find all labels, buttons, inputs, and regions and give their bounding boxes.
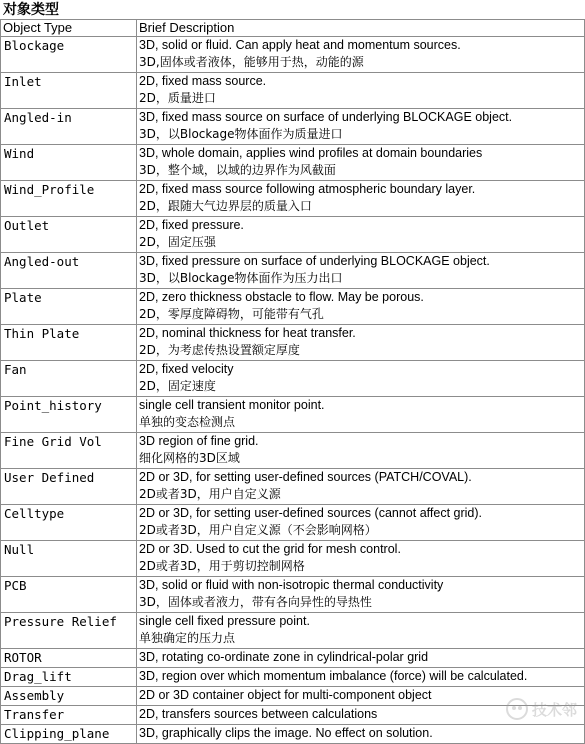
object-type-name: Angled-out bbox=[1, 253, 137, 289]
description-chinese: 3D,固体或者液体，能够用于热，动能的源 bbox=[139, 55, 364, 69]
object-type-name: Assembly bbox=[1, 687, 137, 706]
column-header-object-type: Object Type bbox=[1, 20, 137, 37]
description-english: 3D region of fine grid. bbox=[139, 434, 259, 448]
description-chinese: 单独的变态检测点 bbox=[139, 415, 236, 429]
object-type-name: Pressure Relief bbox=[1, 613, 137, 649]
object-description bbox=[137, 73, 585, 109]
table-row bbox=[1, 397, 585, 433]
object-description bbox=[137, 469, 585, 505]
table-row bbox=[1, 433, 585, 469]
object-type-name: Blockage bbox=[1, 37, 137, 73]
object-type-name: Transfer bbox=[1, 706, 137, 725]
description-chinese: 2D或者3D，用户自定义源（不会影响网格） bbox=[139, 523, 377, 537]
description-english: 3D, fixed pressure on surface of underlying BLOCKAGE object. bbox=[139, 254, 490, 268]
description-english: 2D or 3D, for setting user-defined sources (cannot affect grid). bbox=[139, 506, 482, 520]
object-description bbox=[137, 253, 585, 289]
page-title: 对象类型 bbox=[3, 2, 59, 18]
description-chinese: 2D或者3D，用于剪切控制网格 bbox=[139, 559, 305, 573]
description-english: 2D or 3D. Used to cut the grid for mesh control. bbox=[139, 542, 401, 556]
object-type-name: Fine Grid Vol bbox=[1, 433, 137, 469]
description-chinese: 3D，以Blockage物体面作为压力出口 bbox=[139, 271, 343, 285]
object-type-name: Plate bbox=[1, 289, 137, 325]
object-description bbox=[137, 505, 585, 541]
object-description bbox=[137, 181, 585, 217]
description-english: single cell fixed pressure point. bbox=[139, 614, 310, 628]
object-type-name: Null bbox=[1, 541, 137, 577]
table-row bbox=[1, 361, 585, 397]
description-english: 3D, fixed mass source on surface of underlying BLOCKAGE object. bbox=[139, 110, 513, 124]
description-chinese: 2D，固定速度 bbox=[139, 379, 216, 393]
table-row bbox=[1, 289, 585, 325]
table-row bbox=[1, 613, 585, 649]
description-chinese: 2D，零厚度障碍物，可能带有气孔 bbox=[139, 307, 324, 321]
object-type-table bbox=[0, 19, 585, 744]
watermark-text: 技术邻 bbox=[531, 700, 577, 719]
table-body bbox=[1, 37, 585, 744]
table-row bbox=[1, 505, 585, 541]
description-chinese: 2D，质量进口 bbox=[139, 91, 216, 105]
object-description bbox=[137, 145, 585, 181]
description-chinese: 3D，整个域，以域的边界作为风截面 bbox=[139, 163, 336, 177]
description-english: 2D, transfers sources between calculations bbox=[139, 707, 378, 721]
table-row bbox=[1, 217, 585, 253]
table-row bbox=[1, 541, 585, 577]
object-type-name: Clipping_plane bbox=[1, 725, 137, 744]
object-type-name: PCB bbox=[1, 577, 137, 613]
table-row bbox=[1, 145, 585, 181]
object-description bbox=[137, 668, 585, 687]
description-english: 3D, solid or fluid with non-isotropic thermal conductivity bbox=[139, 578, 444, 592]
table-row bbox=[1, 37, 585, 73]
description-english: 3D, graphically clips the image. No effect on solution. bbox=[139, 726, 433, 740]
description-chinese: 2D，跟随大气边界层的质量入口 bbox=[139, 199, 312, 213]
description-english: 2D, fixed mass source following atmospheric boundary layer. bbox=[139, 182, 476, 196]
description-english: 2D, fixed mass source. bbox=[139, 74, 267, 88]
table-row bbox=[1, 109, 585, 145]
object-description bbox=[137, 706, 585, 725]
description-english: 2D or 3D, for setting user-defined sources (PATCH/COVAL). bbox=[139, 470, 472, 484]
object-type-name: Drag_lift bbox=[1, 668, 137, 687]
object-description bbox=[137, 687, 585, 706]
object-type-name: Fan bbox=[1, 361, 137, 397]
description-english: 2D, fixed velocity bbox=[139, 362, 234, 376]
column-header-brief-description: Brief Description bbox=[137, 20, 585, 37]
description-chinese: 3D，固体或者液力，带有各向异性的导热性 bbox=[139, 595, 372, 609]
object-description bbox=[137, 217, 585, 253]
table-row bbox=[1, 253, 585, 289]
description-chinese: 单独确定的压力点 bbox=[139, 631, 236, 645]
object-type-name: User Defined bbox=[1, 469, 137, 505]
description-english: 3D, rotating co-ordinate zone in cylindrical-polar grid bbox=[139, 650, 429, 664]
description-english: 2D or 3D container object for multi-component object bbox=[139, 688, 432, 702]
description-chinese: 3D，以Blockage物体面作为质量进口 bbox=[139, 127, 343, 141]
object-description bbox=[137, 541, 585, 577]
object-description bbox=[137, 433, 585, 469]
description-english: 3D, region over which momentum imbalance (force) will be calculated. bbox=[139, 669, 528, 683]
object-description bbox=[137, 37, 585, 73]
table-row bbox=[1, 725, 585, 744]
object-type-name: Point_history bbox=[1, 397, 137, 433]
object-description bbox=[137, 725, 585, 744]
object-type-name: Wind_Profile bbox=[1, 181, 137, 217]
object-description bbox=[137, 397, 585, 433]
object-type-name: Wind bbox=[1, 145, 137, 181]
object-description bbox=[137, 361, 585, 397]
object-type-name: Inlet bbox=[1, 73, 137, 109]
description-english: 2D, nominal thickness for heat transfer. bbox=[139, 326, 356, 340]
table-row bbox=[1, 181, 585, 217]
description-chinese: 细化网格的3D区域 bbox=[139, 451, 240, 465]
description-chinese: 2D，为考虑传热设置额定厚度 bbox=[139, 343, 300, 357]
object-description bbox=[137, 613, 585, 649]
object-description bbox=[137, 649, 585, 668]
object-description bbox=[137, 325, 585, 361]
table-row bbox=[1, 577, 585, 613]
description-english: 3D, solid or fluid. Can apply heat and momentum sources. bbox=[139, 38, 461, 52]
table-row bbox=[1, 668, 585, 687]
object-description bbox=[137, 577, 585, 613]
table-row bbox=[1, 649, 585, 668]
table-row bbox=[1, 469, 585, 505]
table-row bbox=[1, 706, 585, 725]
description-english: 3D, whole domain, applies wind profiles at domain boundaries bbox=[139, 146, 483, 160]
description-english: 2D, fixed pressure. bbox=[139, 218, 244, 232]
object-type-name: Thin Plate bbox=[1, 325, 137, 361]
description-chinese: 2D，固定压强 bbox=[139, 235, 216, 249]
object-description bbox=[137, 289, 585, 325]
description-english: single cell transient monitor point. bbox=[139, 398, 325, 412]
table-row bbox=[1, 687, 585, 706]
object-type-name: ROTOR bbox=[1, 649, 137, 668]
table-header-row bbox=[1, 20, 585, 37]
object-type-name: Celltype bbox=[1, 505, 137, 541]
object-type-name: Outlet bbox=[1, 217, 137, 253]
description-english: 2D, zero thickness obstacle to flow. May be porous. bbox=[139, 290, 424, 304]
object-type-name: Angled-in bbox=[1, 109, 137, 145]
object-description bbox=[137, 109, 585, 145]
description-chinese: 2D或者3D，用户自定义源 bbox=[139, 487, 281, 501]
table-row bbox=[1, 325, 585, 361]
table-row bbox=[1, 73, 585, 109]
